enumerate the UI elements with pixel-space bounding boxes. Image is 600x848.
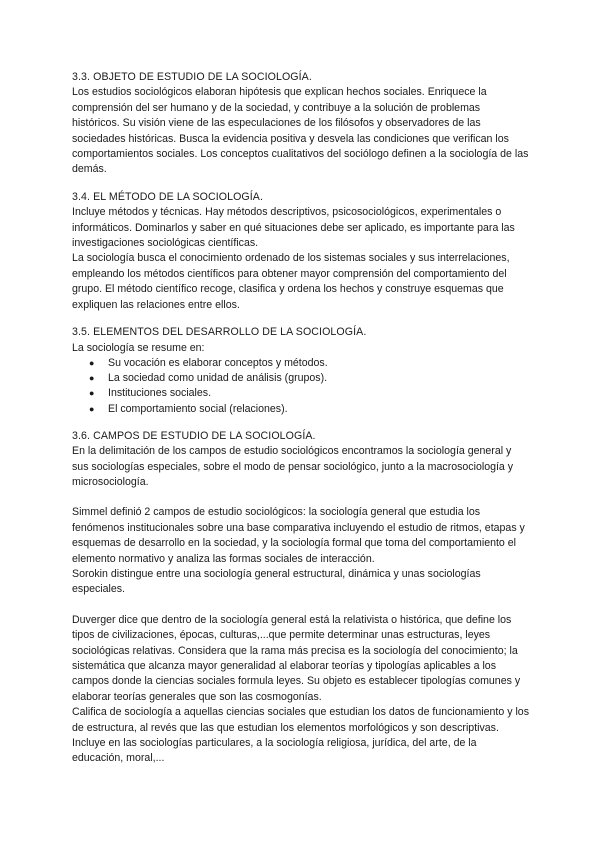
section-heading: 3.5. ELEMENTOS DEL DESARROLLO DE LA SOCIOLOGÍA. (72, 326, 367, 339)
paragraph: Incluye métodos y técnicas. Hay métodos descriptivos, psicosociológicos, experimentales o informáticos. Dominarlos y saber en qué situaciones debe ser aplicado, es importante para las investigaciones sociológicas científicas. (72, 206, 515, 250)
paragraph: En la delimitación de los campos de estudio sociológicos encontramos la sociología general y sus sociologías especiales, sobre el modo de pensar sociológico, junto a la macrosociología y microsociología. (72, 445, 514, 488)
bullet-icon: ● (89, 388, 95, 399)
bullet-icon: ● (89, 357, 95, 368)
bullet-list (72, 356, 530, 417)
section-heading: 3.3. OBJETO DE ESTUDIO DE LA SOCIOLOGÍA. (72, 71, 312, 83)
list-item (89, 356, 530, 371)
section-heading: 3.4. EL MÉTODO DE LA SOCIOLOGÍA. (72, 190, 264, 203)
paragraph: Sorokin distingue entre una sociología general estructural, dinámica y unas sociologías especiales. (72, 567, 481, 596)
list-item-text: Su vocación es elaborar conceptos y métodos. (108, 356, 328, 369)
list-item (89, 371, 530, 386)
bullet-icon: ● (89, 373, 95, 384)
paragraph: Duverger dice que dentro de la sociología general está la relativista o histórica, que define los tipos de civilizaciones, épocas, culturas,...que permite determinar unas estructuras, leyes sociológicas relativas. Considera que la rama más precisa es la sociología del conocimiento; la sistemática que alcanza mayor generalidad al elaborar teorías y tipologías aplicables a los campos donde la ciencias sociales formula leyes. Su objeto es establecer tipologías comunes y elaborar teorías generales que son las cosmogonías. (72, 613, 521, 703)
paragraph: La sociología busca el conocimiento ordenado de los sistemas sociales y sus interrelaciones, empleando los métodos científicos para obtener mayor comprensión del comportamiento del grupo. El método científico recoge, clasifica y ordena los hechos y construye esquemas que expliquen las relaciones entre ellos. (72, 252, 510, 311)
paragraph: Simmel definió 2 campos de estudio sociológicos: la sociología general que estudia los fenómenos institucionales sobre una base comparativa incluyendo el estudio de ritmos, etapas y esquemas de desarrollo en la sociedad, y la sociología formal que toma del comportamiento el elemento normativo y analiza las formas sociales de interacción. (72, 506, 525, 565)
section-elementos (72, 325, 530, 417)
bullet-icon: ● (89, 403, 95, 414)
list-item-text: Instituciones sociales. (108, 387, 212, 400)
section-heading: 3.6. CAMPOS DE ESTUDIO DE LA SOCIOLOGÍA. (72, 429, 316, 442)
section-metodo (72, 190, 530, 313)
document-page (72, 70, 530, 767)
list-item (89, 402, 530, 417)
paragraph: Califica de sociología a aquellas ciencias sociales que estudian los datos de funcionamiento y los de estructura, al revés que las que estudian los elementos morfológicos y son descriptivas. Incluye en las sociologías particulares, a la sociología religiosa, jurídica, del arte, de la educación, moral,... (72, 706, 529, 765)
paragraph-spacer (72, 598, 530, 613)
section-campos (72, 429, 530, 767)
list-item-text: El comportamiento social (relaciones). (108, 402, 288, 415)
paragraph: La sociología se resume en: (72, 341, 205, 354)
list-item-text: La sociedad como unidad de análisis (grupos). (108, 372, 328, 385)
paragraph: Los estudios sociológicos elaboran hipótesis que explican hechos sociales. Enriquece la comprensión del ser humano y de la sociedad, y contribuye a la solución de problemas históricos. Su visión viene de las especulaciones de los filósofos y observadores de las sociedades históricas. Busca la evidencia positiva y desvela las condiciones que verifican los comportamientos sociales. Los conceptos cualitativos del sociólogo definen a la sociología de las demás. (72, 86, 529, 176)
section-objeto (72, 70, 530, 178)
paragraph-spacer (72, 490, 530, 505)
list-item (89, 386, 530, 401)
